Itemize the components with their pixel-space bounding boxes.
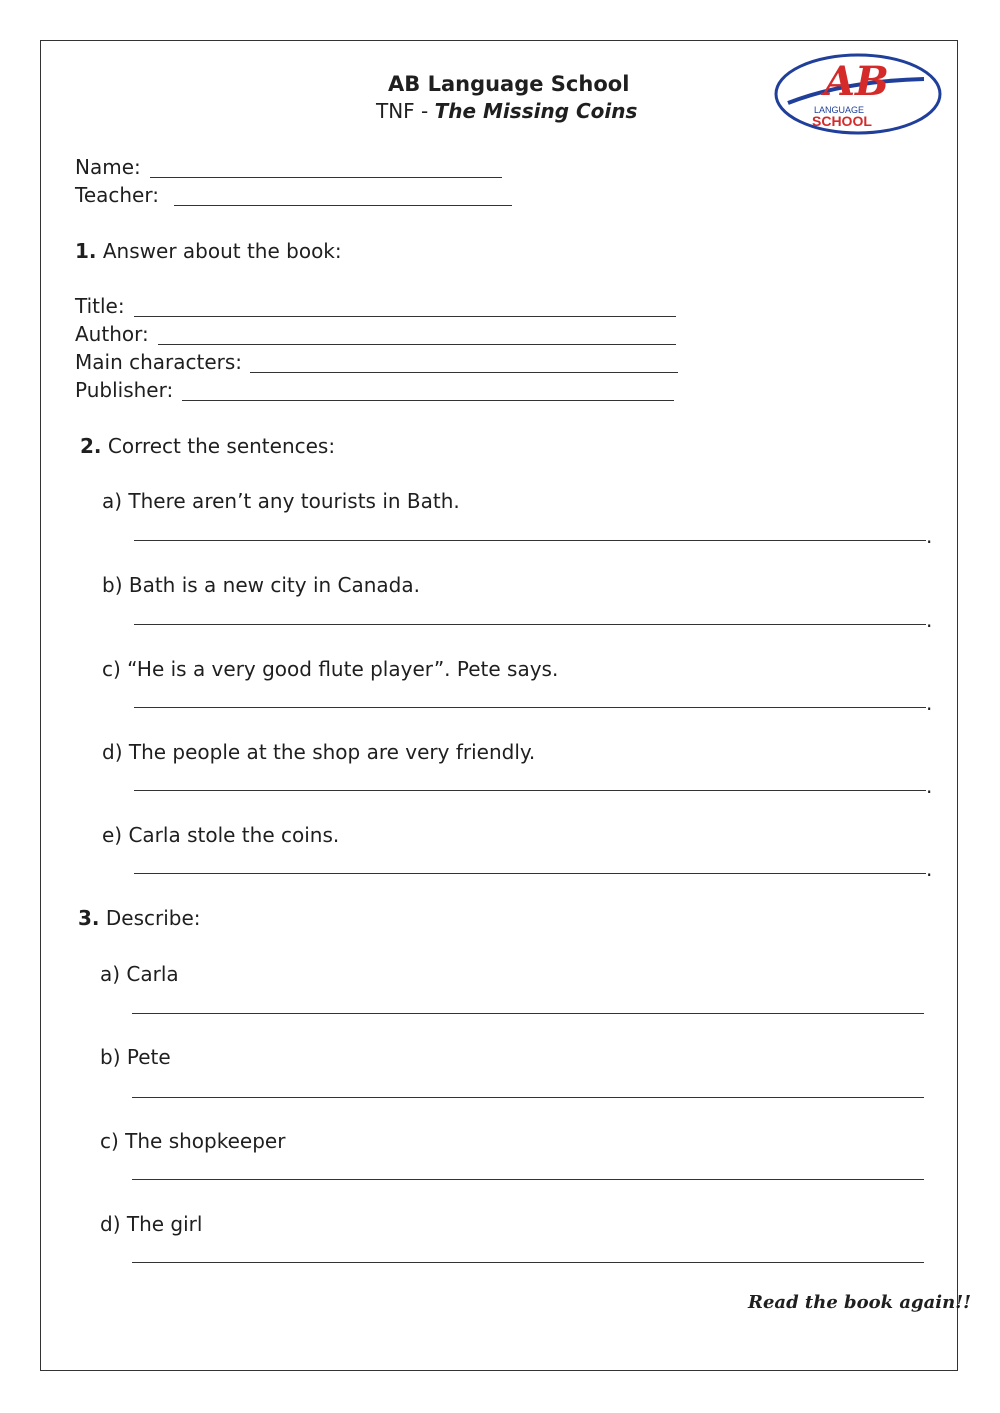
school-logo	[774, 53, 942, 135]
author-answer-line[interactable]	[158, 344, 676, 345]
sentence-e-answer-line[interactable]	[134, 873, 926, 874]
main-characters-label: Main characters:	[75, 350, 243, 374]
section-2-number: 2.	[80, 434, 102, 458]
sentence-b-period: .	[926, 608, 933, 632]
sentence-b-answer-line[interactable]	[134, 624, 926, 625]
section-3-number: 3.	[78, 906, 100, 930]
section-1-heading	[75, 239, 342, 263]
logo-letters: AB	[824, 58, 889, 105]
section-3-title: Describe:	[105, 906, 201, 930]
section-1-number: 1.	[75, 239, 97, 263]
sentence-c-answer-line[interactable]	[134, 707, 926, 708]
book-title: The Missing Coins	[434, 99, 638, 123]
sentence-e: e) Carla stole the coins.	[102, 823, 340, 847]
section-2-heading	[80, 434, 335, 458]
name-answer-line[interactable]	[150, 177, 502, 178]
sentence-c-period: .	[926, 691, 933, 715]
subtitle-prefix: TNF -	[376, 99, 435, 123]
footer-note: Read the book again!!	[748, 1292, 972, 1313]
logo-text-top: LANGUAGE	[814, 105, 865, 115]
describe-c-answer-line[interactable]	[132, 1179, 924, 1180]
describe-d-answer-line[interactable]	[132, 1262, 924, 1263]
publisher-answer-line[interactable]	[182, 400, 674, 401]
describe-b-answer-line[interactable]	[132, 1097, 924, 1098]
sentence-a-period: .	[926, 524, 933, 548]
sentence-b: b) Bath is a new city in Canada.	[102, 573, 420, 597]
section-3-heading	[78, 906, 201, 930]
sentence-e-period: .	[926, 857, 933, 881]
title-answer-line[interactable]	[134, 316, 676, 317]
section-1-title: Answer about the book:	[102, 239, 342, 263]
describe-d: d) The girl	[100, 1212, 203, 1236]
school-name: AB Language School	[388, 72, 630, 96]
teacher-answer-line[interactable]	[174, 205, 512, 206]
describe-b: b) Pete	[100, 1045, 171, 1069]
sentence-a-answer-line[interactable]	[134, 540, 926, 541]
describe-a-answer-line[interactable]	[132, 1013, 924, 1014]
publisher-label: Publisher:	[75, 378, 174, 402]
teacher-label: Teacher:	[75, 183, 159, 207]
author-label: Author:	[75, 322, 149, 346]
main-characters-answer-line[interactable]	[250, 372, 678, 373]
logo-text-bottom: SCHOOL	[812, 113, 872, 129]
title-label: Title:	[75, 294, 125, 318]
describe-a: a) Carla	[100, 962, 179, 986]
worksheet-subtitle	[376, 99, 637, 123]
sentence-c: c) “He is a very good flute player”. Pete says.	[102, 657, 559, 681]
sentence-d-answer-line[interactable]	[134, 790, 926, 791]
section-2-title: Correct the sentences:	[107, 434, 336, 458]
sentence-d-period: .	[926, 774, 933, 798]
sentence-d: d) The people at the shop are very friendly.	[102, 740, 536, 764]
describe-c: c) The shopkeeper	[100, 1129, 286, 1153]
sentence-a: a) There aren’t any tourists in Bath.	[102, 489, 460, 513]
name-label: Name:	[75, 155, 141, 179]
